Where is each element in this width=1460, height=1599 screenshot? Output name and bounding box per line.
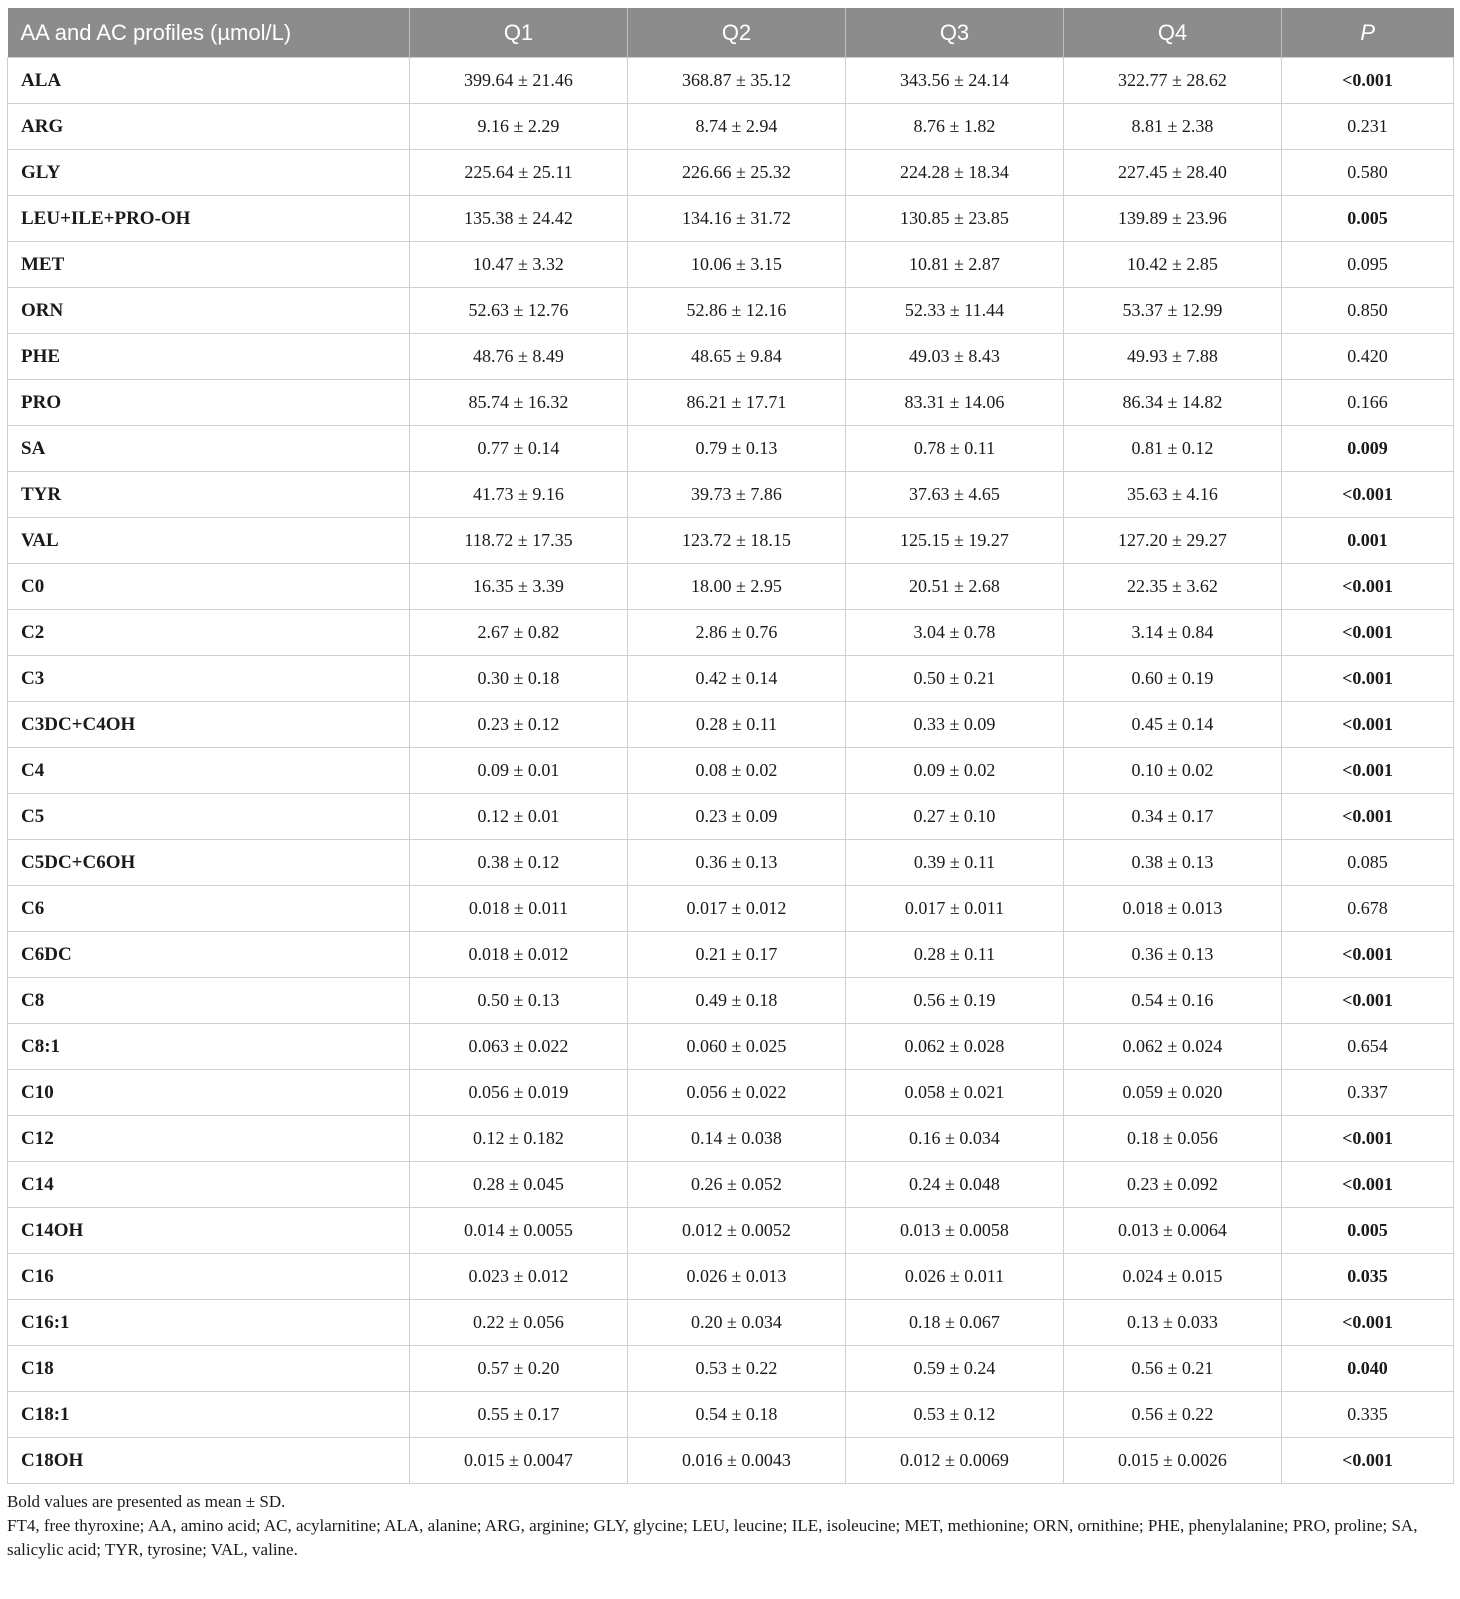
cell-p-value: 0.580 — [1282, 150, 1454, 196]
cell-p-value: 0.040 — [1282, 1346, 1454, 1392]
cell-q4: 10.42 ± 2.85 — [1064, 242, 1282, 288]
cell-q2: 0.49 ± 0.18 — [628, 978, 846, 1024]
cell-q1: 9.16 ± 2.29 — [410, 104, 628, 150]
cell-q3: 52.33 ± 11.44 — [846, 288, 1064, 334]
row-label: TYR — [8, 472, 410, 518]
cell-q1: 41.73 ± 9.16 — [410, 472, 628, 518]
table-row — [8, 656, 1454, 702]
cell-p-value: 0.420 — [1282, 334, 1454, 380]
cell-q2: 0.017 ± 0.012 — [628, 886, 846, 932]
table-row — [8, 978, 1454, 1024]
cell-q2: 48.65 ± 9.84 — [628, 334, 846, 380]
cell-q3: 125.15 ± 19.27 — [846, 518, 1064, 564]
cell-q1: 135.38 ± 24.42 — [410, 196, 628, 242]
cell-q3: 130.85 ± 23.85 — [846, 196, 1064, 242]
cell-q1: 0.23 ± 0.12 — [410, 702, 628, 748]
cell-q3: 3.04 ± 0.78 — [846, 610, 1064, 656]
cell-p-value: <0.001 — [1282, 748, 1454, 794]
cell-q1: 48.76 ± 8.49 — [410, 334, 628, 380]
cell-q1: 0.57 ± 0.20 — [410, 1346, 628, 1392]
cell-q1: 0.018 ± 0.011 — [410, 886, 628, 932]
cell-q3: 49.03 ± 8.43 — [846, 334, 1064, 380]
cell-q3: 0.062 ± 0.028 — [846, 1024, 1064, 1070]
cell-q2: 86.21 ± 17.71 — [628, 380, 846, 426]
row-label: ARG — [8, 104, 410, 150]
cell-p-value: <0.001 — [1282, 1116, 1454, 1162]
row-label: MET — [8, 242, 410, 288]
table-row — [8, 58, 1454, 104]
cell-q4: 0.015 ± 0.0026 — [1064, 1438, 1282, 1484]
table-row — [8, 334, 1454, 380]
cell-q3: 0.28 ± 0.11 — [846, 932, 1064, 978]
cell-p-value: 0.337 — [1282, 1070, 1454, 1116]
table-row — [8, 518, 1454, 564]
cell-p-value: 0.009 — [1282, 426, 1454, 472]
header-q1: Q1 — [410, 8, 628, 58]
row-label: C2 — [8, 610, 410, 656]
cell-q4: 0.013 ± 0.0064 — [1064, 1208, 1282, 1254]
table-row — [8, 702, 1454, 748]
cell-q2: 0.012 ± 0.0052 — [628, 1208, 846, 1254]
cell-q4: 8.81 ± 2.38 — [1064, 104, 1282, 150]
table-row — [8, 242, 1454, 288]
cell-q1: 225.64 ± 25.11 — [410, 150, 628, 196]
cell-p-value: <0.001 — [1282, 564, 1454, 610]
cell-p-value: 0.678 — [1282, 886, 1454, 932]
cell-q1: 0.77 ± 0.14 — [410, 426, 628, 472]
table-header — [8, 8, 1454, 58]
cell-q4: 53.37 ± 12.99 — [1064, 288, 1282, 334]
cell-q4: 322.77 ± 28.62 — [1064, 58, 1282, 104]
table-row — [8, 150, 1454, 196]
cell-p-value: 0.005 — [1282, 196, 1454, 242]
row-label: PHE — [8, 334, 410, 380]
cell-q4: 0.34 ± 0.17 — [1064, 794, 1282, 840]
cell-q1: 0.12 ± 0.01 — [410, 794, 628, 840]
row-label: LEU+ILE+PRO-OH — [8, 196, 410, 242]
row-label: C6 — [8, 886, 410, 932]
cell-p-value: 0.231 — [1282, 104, 1454, 150]
cell-p-value: <0.001 — [1282, 794, 1454, 840]
cell-q1: 0.056 ± 0.019 — [410, 1070, 628, 1116]
table-footnotes — [7, 1490, 1453, 1562]
cell-q1: 118.72 ± 17.35 — [410, 518, 628, 564]
cell-q4: 0.54 ± 0.16 — [1064, 978, 1282, 1024]
table-row — [8, 1346, 1454, 1392]
cell-q1: 0.063 ± 0.022 — [410, 1024, 628, 1070]
table-row — [8, 1116, 1454, 1162]
cell-q2: 0.08 ± 0.02 — [628, 748, 846, 794]
cell-p-value: <0.001 — [1282, 932, 1454, 978]
table-body — [8, 58, 1454, 1484]
cell-p-value: <0.001 — [1282, 1162, 1454, 1208]
cell-q2: 10.06 ± 3.15 — [628, 242, 846, 288]
cell-q3: 37.63 ± 4.65 — [846, 472, 1064, 518]
cell-q3: 0.33 ± 0.09 — [846, 702, 1064, 748]
cell-q4: 0.81 ± 0.12 — [1064, 426, 1282, 472]
table-row — [8, 426, 1454, 472]
cell-q2: 0.42 ± 0.14 — [628, 656, 846, 702]
cell-q3: 0.78 ± 0.11 — [846, 426, 1064, 472]
cell-q4: 0.38 ± 0.13 — [1064, 840, 1282, 886]
cell-q3: 8.76 ± 1.82 — [846, 104, 1064, 150]
cell-q2: 39.73 ± 7.86 — [628, 472, 846, 518]
cell-q4: 35.63 ± 4.16 — [1064, 472, 1282, 518]
cell-q1: 0.018 ± 0.012 — [410, 932, 628, 978]
cell-q1: 0.28 ± 0.045 — [410, 1162, 628, 1208]
cell-q1: 399.64 ± 21.46 — [410, 58, 628, 104]
cell-p-value: 0.085 — [1282, 840, 1454, 886]
row-label: GLY — [8, 150, 410, 196]
cell-q3: 0.09 ± 0.02 — [846, 748, 1064, 794]
cell-q4: 0.059 ± 0.020 — [1064, 1070, 1282, 1116]
cell-q2: 0.016 ± 0.0043 — [628, 1438, 846, 1484]
cell-q2: 226.66 ± 25.32 — [628, 150, 846, 196]
cell-q1: 0.023 ± 0.012 — [410, 1254, 628, 1300]
table-row — [8, 1438, 1454, 1484]
cell-q4: 3.14 ± 0.84 — [1064, 610, 1282, 656]
table-row — [8, 794, 1454, 840]
table-row — [8, 886, 1454, 932]
row-label: C10 — [8, 1070, 410, 1116]
footnote-bold-values: Bold values are presented as mean ± SD. — [7, 1492, 286, 1511]
cell-q3: 83.31 ± 14.06 — [846, 380, 1064, 426]
cell-q1: 16.35 ± 3.39 — [410, 564, 628, 610]
row-label: C3DC+C4OH — [8, 702, 410, 748]
cell-q2: 0.21 ± 0.17 — [628, 932, 846, 978]
cell-q2: 123.72 ± 18.15 — [628, 518, 846, 564]
cell-q3: 0.27 ± 0.10 — [846, 794, 1064, 840]
cell-p-value: <0.001 — [1282, 702, 1454, 748]
cell-q1: 0.55 ± 0.17 — [410, 1392, 628, 1438]
row-label: SA — [8, 426, 410, 472]
cell-q4: 0.60 ± 0.19 — [1064, 656, 1282, 702]
cell-q3: 0.013 ± 0.0058 — [846, 1208, 1064, 1254]
cell-q4: 22.35 ± 3.62 — [1064, 564, 1282, 610]
table-row — [8, 472, 1454, 518]
cell-q4: 0.56 ± 0.22 — [1064, 1392, 1282, 1438]
cell-q2: 0.20 ± 0.034 — [628, 1300, 846, 1346]
cell-p-value: 0.001 — [1282, 518, 1454, 564]
cell-p-value: <0.001 — [1282, 610, 1454, 656]
cell-q3: 0.017 ± 0.011 — [846, 886, 1064, 932]
table-row — [8, 1392, 1454, 1438]
cell-q1: 0.014 ± 0.0055 — [410, 1208, 628, 1254]
cell-p-value: <0.001 — [1282, 1300, 1454, 1346]
row-label: C16 — [8, 1254, 410, 1300]
cell-q2: 0.28 ± 0.11 — [628, 702, 846, 748]
cell-q2: 134.16 ± 31.72 — [628, 196, 846, 242]
cell-q3: 0.56 ± 0.19 — [846, 978, 1064, 1024]
cell-q1: 0.30 ± 0.18 — [410, 656, 628, 702]
row-label: C14 — [8, 1162, 410, 1208]
table-row — [8, 196, 1454, 242]
cell-p-value: <0.001 — [1282, 472, 1454, 518]
cell-q3: 0.50 ± 0.21 — [846, 656, 1064, 702]
row-label: C18:1 — [8, 1392, 410, 1438]
row-label: C5DC+C6OH — [8, 840, 410, 886]
cell-q1: 2.67 ± 0.82 — [410, 610, 628, 656]
cell-q4: 127.20 ± 29.27 — [1064, 518, 1282, 564]
cell-q4: 0.45 ± 0.14 — [1064, 702, 1282, 748]
cell-q3: 343.56 ± 24.14 — [846, 58, 1064, 104]
cell-q1: 0.22 ± 0.056 — [410, 1300, 628, 1346]
cell-q4: 139.89 ± 23.96 — [1064, 196, 1282, 242]
cell-q4: 0.56 ± 0.21 — [1064, 1346, 1282, 1392]
cell-q4: 0.18 ± 0.056 — [1064, 1116, 1282, 1162]
cell-q3: 0.16 ± 0.034 — [846, 1116, 1064, 1162]
row-label: C14OH — [8, 1208, 410, 1254]
cell-q2: 0.23 ± 0.09 — [628, 794, 846, 840]
cell-p-value: 0.166 — [1282, 380, 1454, 426]
row-label: C16:1 — [8, 1300, 410, 1346]
cell-q3: 224.28 ± 18.34 — [846, 150, 1064, 196]
footnote-abbreviations: FT4, free thyroxine; AA, amino acid; AC, acylarnitine; ALA, alanine; ARG, arginine; GLY, glycine; LEU, leucine; ILE, isoleucine; MET, methionine; ORN, ornithine; PHE, phenylalanine; PRO, proline; SA, salicylic acid; TYR, tyrosine; VAL, valine. — [7, 1516, 1418, 1559]
cell-q2: 0.54 ± 0.18 — [628, 1392, 846, 1438]
cell-q1: 10.47 ± 3.32 — [410, 242, 628, 288]
row-label: ORN — [8, 288, 410, 334]
cell-p-value: <0.001 — [1282, 978, 1454, 1024]
cell-q1: 52.63 ± 12.76 — [410, 288, 628, 334]
table-row — [8, 610, 1454, 656]
cell-q2: 18.00 ± 2.95 — [628, 564, 846, 610]
row-label: PRO — [8, 380, 410, 426]
cell-q3: 0.026 ± 0.011 — [846, 1254, 1064, 1300]
data-table-container — [7, 8, 1453, 1484]
table-row — [8, 1254, 1454, 1300]
table-row — [8, 932, 1454, 978]
cell-q4: 86.34 ± 14.82 — [1064, 380, 1282, 426]
table-row — [8, 1162, 1454, 1208]
row-label: C18 — [8, 1346, 410, 1392]
cell-q3: 0.18 ± 0.067 — [846, 1300, 1064, 1346]
cell-q2: 0.36 ± 0.13 — [628, 840, 846, 886]
cell-q3: 0.53 ± 0.12 — [846, 1392, 1064, 1438]
row-label: C5 — [8, 794, 410, 840]
cell-q2: 0.056 ± 0.022 — [628, 1070, 846, 1116]
cell-q2: 52.86 ± 12.16 — [628, 288, 846, 334]
cell-q2: 0.060 ± 0.025 — [628, 1024, 846, 1070]
table-row — [8, 1070, 1454, 1116]
cell-q2: 368.87 ± 35.12 — [628, 58, 846, 104]
cell-q2: 0.14 ± 0.038 — [628, 1116, 846, 1162]
cell-p-value: 0.654 — [1282, 1024, 1454, 1070]
cell-p-value: 0.035 — [1282, 1254, 1454, 1300]
table-row — [8, 1300, 1454, 1346]
cell-q3: 0.24 ± 0.048 — [846, 1162, 1064, 1208]
table-row — [8, 1024, 1454, 1070]
cell-q4: 0.024 ± 0.015 — [1064, 1254, 1282, 1300]
table-row — [8, 1208, 1454, 1254]
header-profile: AA and AC profiles (µmol/L) — [8, 8, 410, 58]
cell-q3: 0.012 ± 0.0069 — [846, 1438, 1064, 1484]
cell-q4: 0.36 ± 0.13 — [1064, 932, 1282, 978]
row-label: ALA — [8, 58, 410, 104]
cell-q3: 0.058 ± 0.021 — [846, 1070, 1064, 1116]
cell-q1: 0.50 ± 0.13 — [410, 978, 628, 1024]
header-q2: Q2 — [628, 8, 846, 58]
table-row — [8, 288, 1454, 334]
cell-q1: 0.015 ± 0.0047 — [410, 1438, 628, 1484]
row-label: C18OH — [8, 1438, 410, 1484]
table-row — [8, 104, 1454, 150]
cell-q2: 2.86 ± 0.76 — [628, 610, 846, 656]
header-q4: Q4 — [1064, 8, 1282, 58]
cell-q4: 227.45 ± 28.40 — [1064, 150, 1282, 196]
cell-q2: 0.53 ± 0.22 — [628, 1346, 846, 1392]
cell-q1: 85.74 ± 16.32 — [410, 380, 628, 426]
cell-p-value: 0.095 — [1282, 242, 1454, 288]
cell-p-value: <0.001 — [1282, 1438, 1454, 1484]
row-label: C0 — [8, 564, 410, 610]
cell-q4: 49.93 ± 7.88 — [1064, 334, 1282, 380]
row-label: C3 — [8, 656, 410, 702]
header-q3: Q3 — [846, 8, 1064, 58]
table-row — [8, 748, 1454, 794]
table-row — [8, 564, 1454, 610]
row-label: C4 — [8, 748, 410, 794]
cell-q3: 20.51 ± 2.68 — [846, 564, 1064, 610]
cell-q2: 8.74 ± 2.94 — [628, 104, 846, 150]
cell-q4: 0.10 ± 0.02 — [1064, 748, 1282, 794]
cell-q2: 0.79 ± 0.13 — [628, 426, 846, 472]
cell-q2: 0.26 ± 0.052 — [628, 1162, 846, 1208]
row-label: C8:1 — [8, 1024, 410, 1070]
cell-q3: 10.81 ± 2.87 — [846, 242, 1064, 288]
row-label: C12 — [8, 1116, 410, 1162]
cell-q1: 0.38 ± 0.12 — [410, 840, 628, 886]
cell-p-value: <0.001 — [1282, 656, 1454, 702]
header-p-value: P — [1282, 8, 1454, 58]
cell-p-value: <0.001 — [1282, 58, 1454, 104]
cell-q3: 0.39 ± 0.11 — [846, 840, 1064, 886]
cell-p-value: 0.850 — [1282, 288, 1454, 334]
cell-q2: 0.026 ± 0.013 — [628, 1254, 846, 1300]
metabolite-profile-table — [7, 8, 1454, 1484]
cell-p-value: 0.335 — [1282, 1392, 1454, 1438]
row-label: C8 — [8, 978, 410, 1024]
row-label: VAL — [8, 518, 410, 564]
table-row — [8, 380, 1454, 426]
cell-q1: 0.09 ± 0.01 — [410, 748, 628, 794]
cell-p-value: 0.005 — [1282, 1208, 1454, 1254]
row-label: C6DC — [8, 932, 410, 978]
cell-q4: 0.13 ± 0.033 — [1064, 1300, 1282, 1346]
header-row — [8, 8, 1454, 58]
cell-q1: 0.12 ± 0.182 — [410, 1116, 628, 1162]
table-row — [8, 840, 1454, 886]
cell-q4: 0.018 ± 0.013 — [1064, 886, 1282, 932]
cell-q4: 0.23 ± 0.092 — [1064, 1162, 1282, 1208]
cell-q4: 0.062 ± 0.024 — [1064, 1024, 1282, 1070]
cell-q3: 0.59 ± 0.24 — [846, 1346, 1064, 1392]
